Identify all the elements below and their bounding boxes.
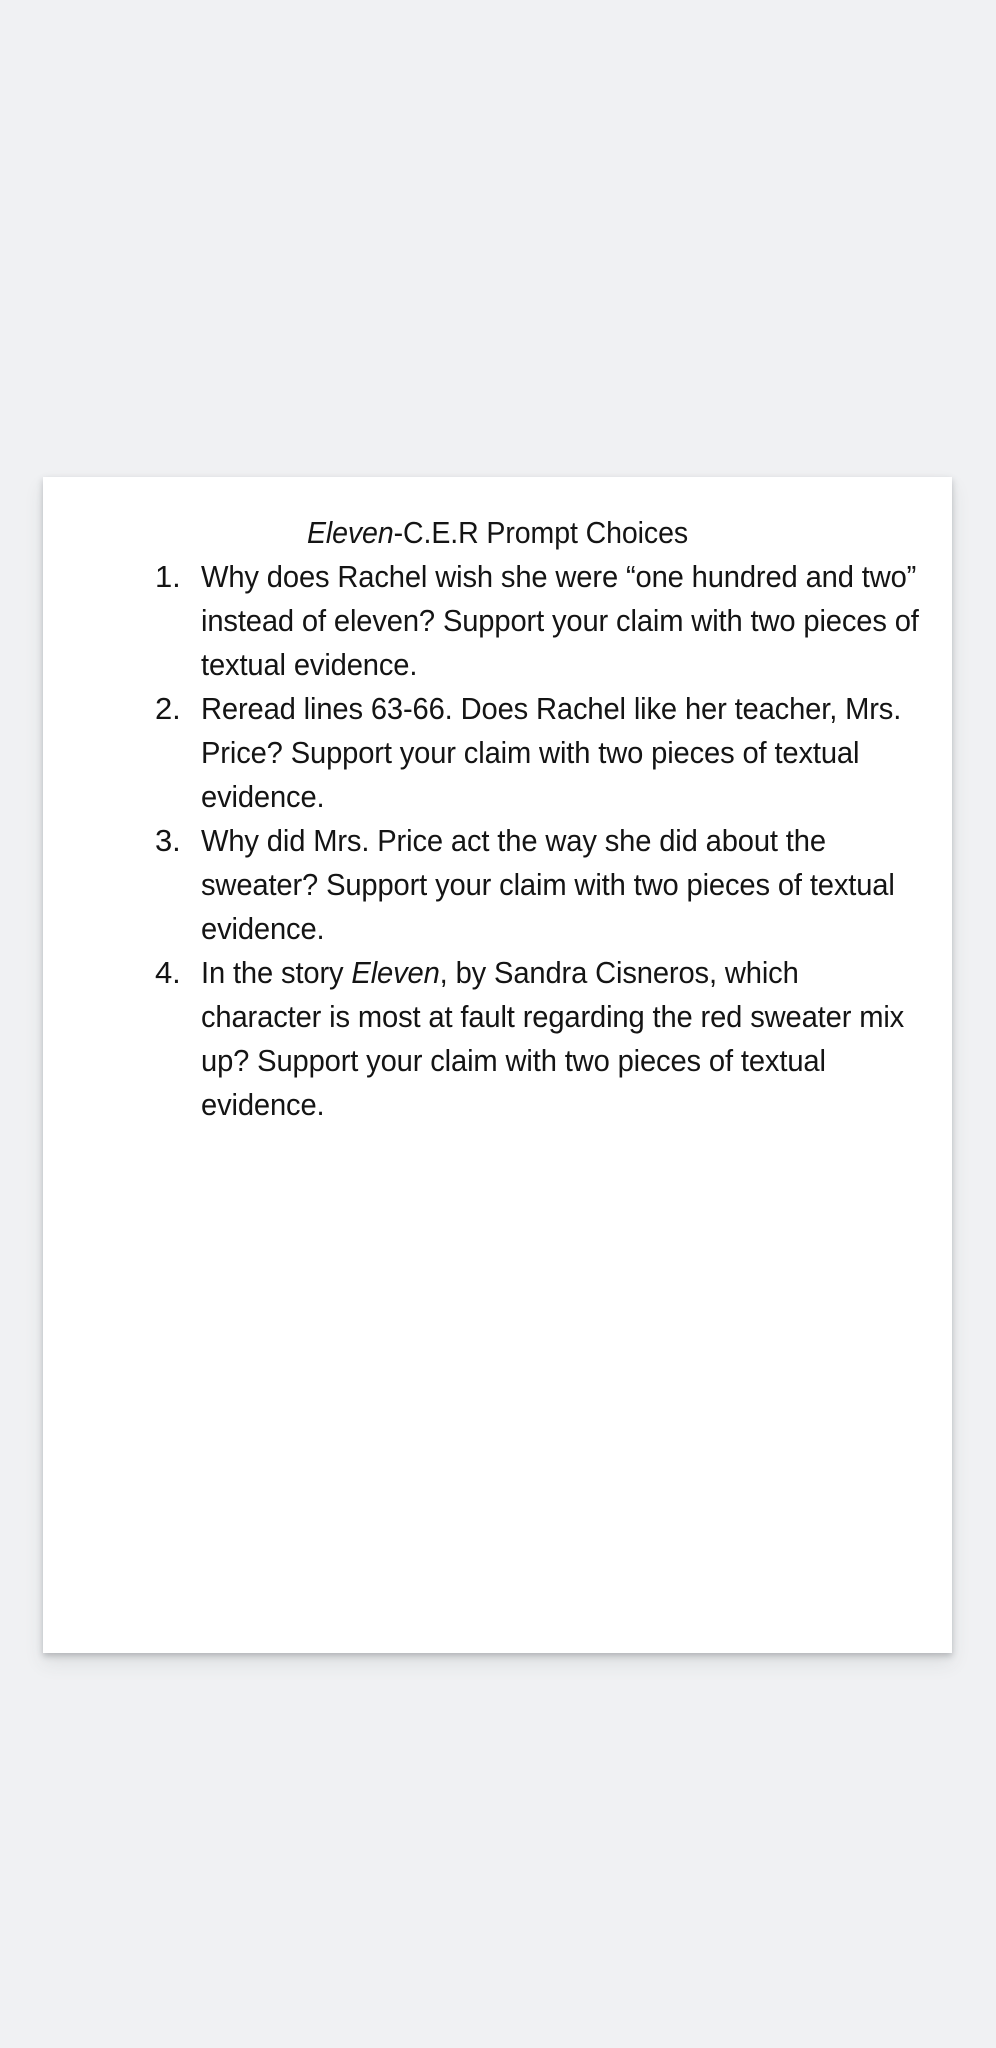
prompt-item-1: [43, 555, 952, 687]
prompt-text-4-before: In the story: [201, 955, 352, 990]
document-title: [79, 511, 915, 555]
prompt-text-2: Reread lines 63-66. Does Rachel like her teacher, Mrs. Price? Support your claim with two pieces of textual evidence.: [201, 691, 902, 814]
document-title-italic: Eleven: [306, 515, 394, 550]
prompt-list: [43, 555, 952, 1127]
prompt-text-3: Why did Mrs. Price act the way she did about the sweater? Support your claim with two pieces of textual evidence.: [201, 823, 895, 946]
prompt-text-4-after: , by Sandra Cisneros, which character is most at fault regarding the red sweater mix up? Support your claim with two pieces of textual evidence.: [201, 955, 905, 1122]
document-card: [43, 477, 952, 1653]
prompt-item-3: [43, 819, 952, 951]
document-body: [43, 477, 952, 1127]
prompt-number-1: 1.: [155, 559, 181, 594]
prompt-item-4: [43, 951, 952, 1127]
prompt-number-2: 2.: [155, 691, 181, 726]
prompt-number-3: 3.: [155, 823, 181, 858]
prompt-text-1: Why does Rachel wish she were “one hundred and two” instead of eleven? Support your claim with two pieces of textual evidence.: [201, 559, 919, 682]
document-title-rest: -C.E.R Prompt Choices: [393, 515, 689, 550]
prompt-text-4-italic-title: Eleven: [351, 955, 440, 990]
prompt-text-4: [201, 951, 925, 1127]
prompt-number-4: 4.: [155, 955, 181, 990]
prompt-item-2: [43, 687, 952, 819]
